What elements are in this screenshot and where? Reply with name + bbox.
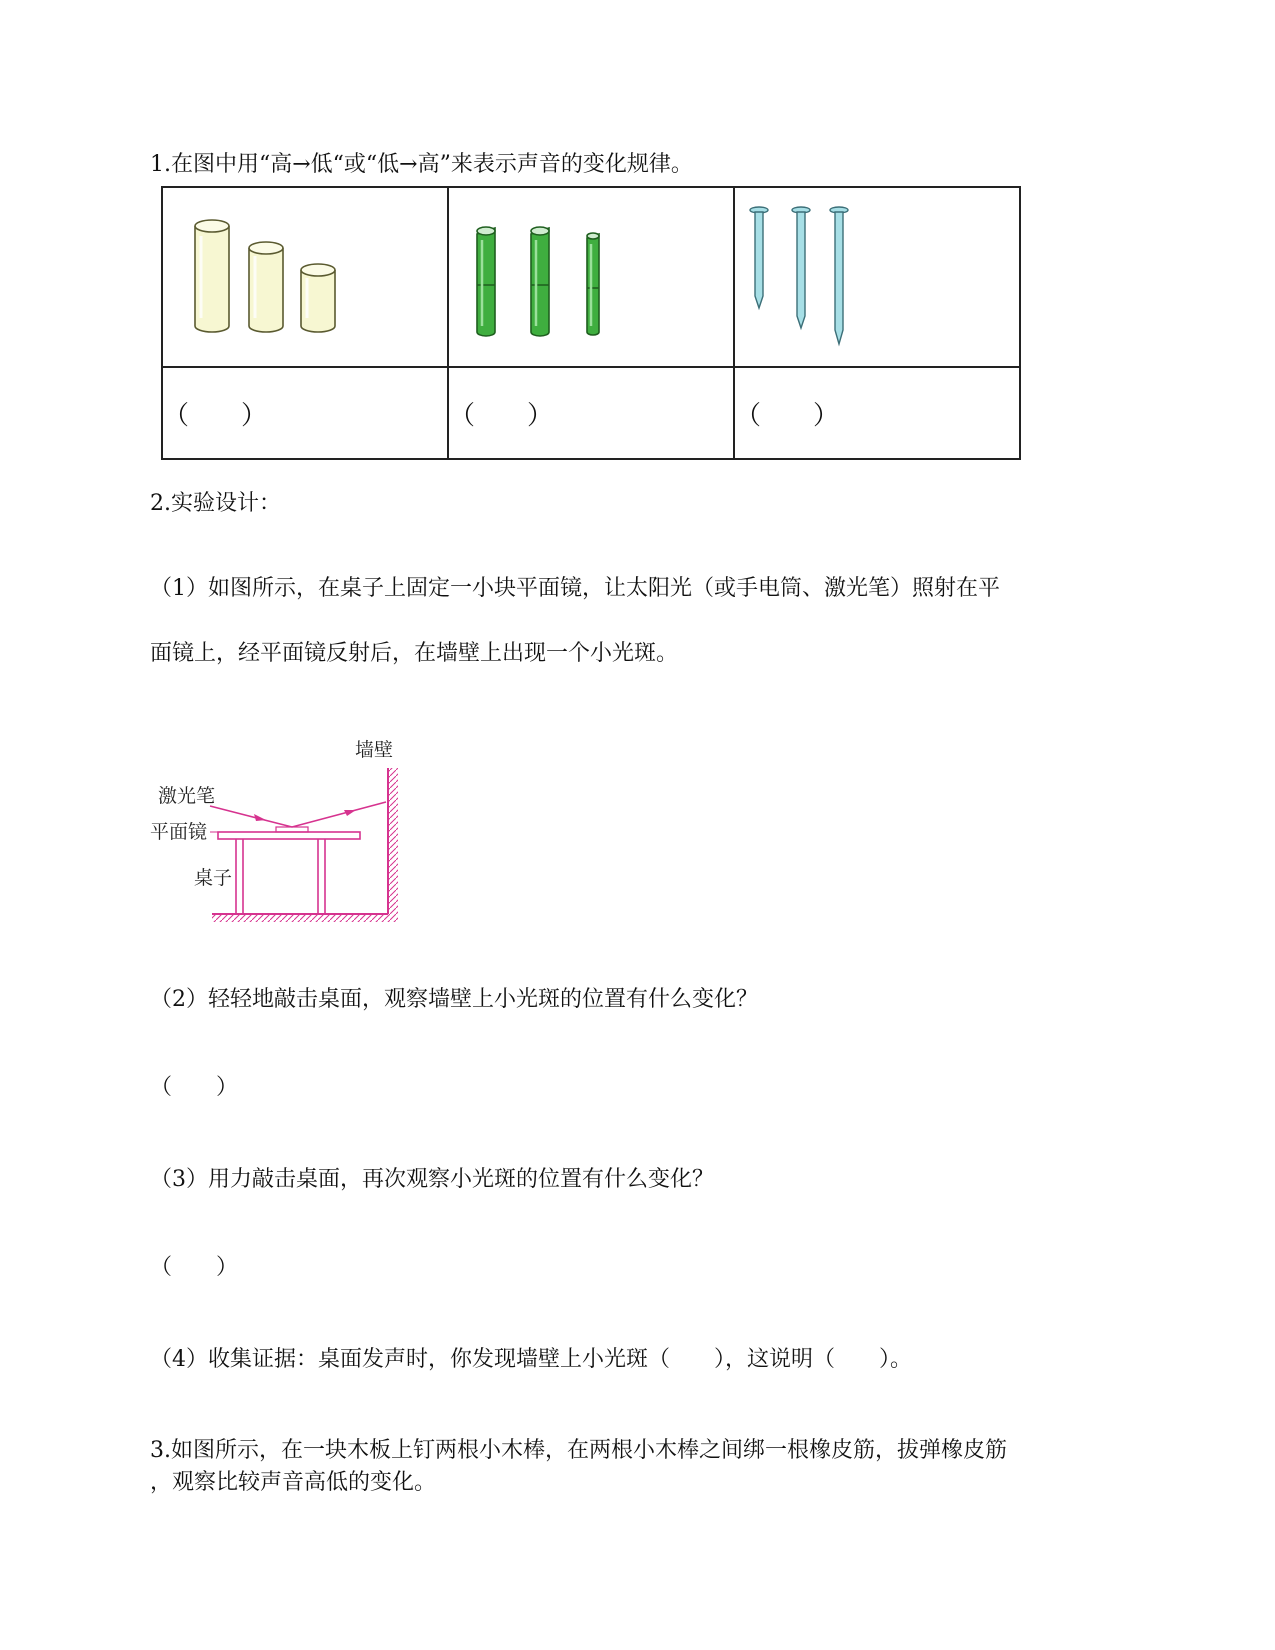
table-label: 桌子 [194,867,233,889]
question-2-step-4: （4）收集证据：桌面发声时，你发现墙壁上小光斑（ ），这说明（ ）。 [150,1347,912,1372]
answer-blank-3[interactable]: （ ） [734,367,1020,459]
wall-hatch [388,768,398,914]
table-top [218,832,360,839]
question-2-step-1-line-2: 面镜上，经平面镜反射后，在墙壁上出现一个小光斑。 [150,641,679,666]
question-2-step-3: （3）用力敲击桌面，再次观察小光斑的位置有什么变化？ [150,1167,714,1192]
question-2-step-3-answer[interactable]: （ ） [150,1255,239,1280]
cell-cylinders [162,187,448,367]
answer-blank-2[interactable]: （ ） [448,367,734,459]
question-1-table [161,186,1021,460]
answer-blank-1[interactable]: （ ） [162,367,448,459]
green-bamboo-tubes-image [449,188,733,366]
glass-cylinders-image [163,188,447,366]
question-3-line-2: ，观察比较声音高低的变化。 [150,1470,437,1495]
question-2-step-2: （2）轻轻地敲击桌面，观察墙壁上小光斑的位置有什么变化？ [150,987,758,1012]
mirror-label: 平面镜 [150,821,208,843]
question-1-text: 1.在图中用“高→低“或“低→高”来表示声音的变化规律。 [150,152,693,177]
wall-label: 墙壁 [355,739,394,761]
cell-nails [734,187,1020,367]
question-3-line-1: 3.如图所示，在一块木板上钉两根小木棒，在两根小木棒之间绑一根橡皮筋，拔弹橡皮筋 [150,1438,1007,1463]
cell-bamboo [448,187,734,367]
mirror-experiment-diagram [150,728,420,928]
steel-nails-image [735,188,1019,366]
question-2-step-1-line-1: （1）如图所示，在桌子上固定一小块平面镜，让太阳光（或手电筒、激光笔）照射在平 [150,576,1000,601]
question-2-title: 2.实验设计： [150,491,281,516]
question-2-step-2-answer[interactable]: （ ） [150,1075,239,1100]
floor-hatch [212,914,398,922]
laser-label: 激光笔 [158,785,216,807]
